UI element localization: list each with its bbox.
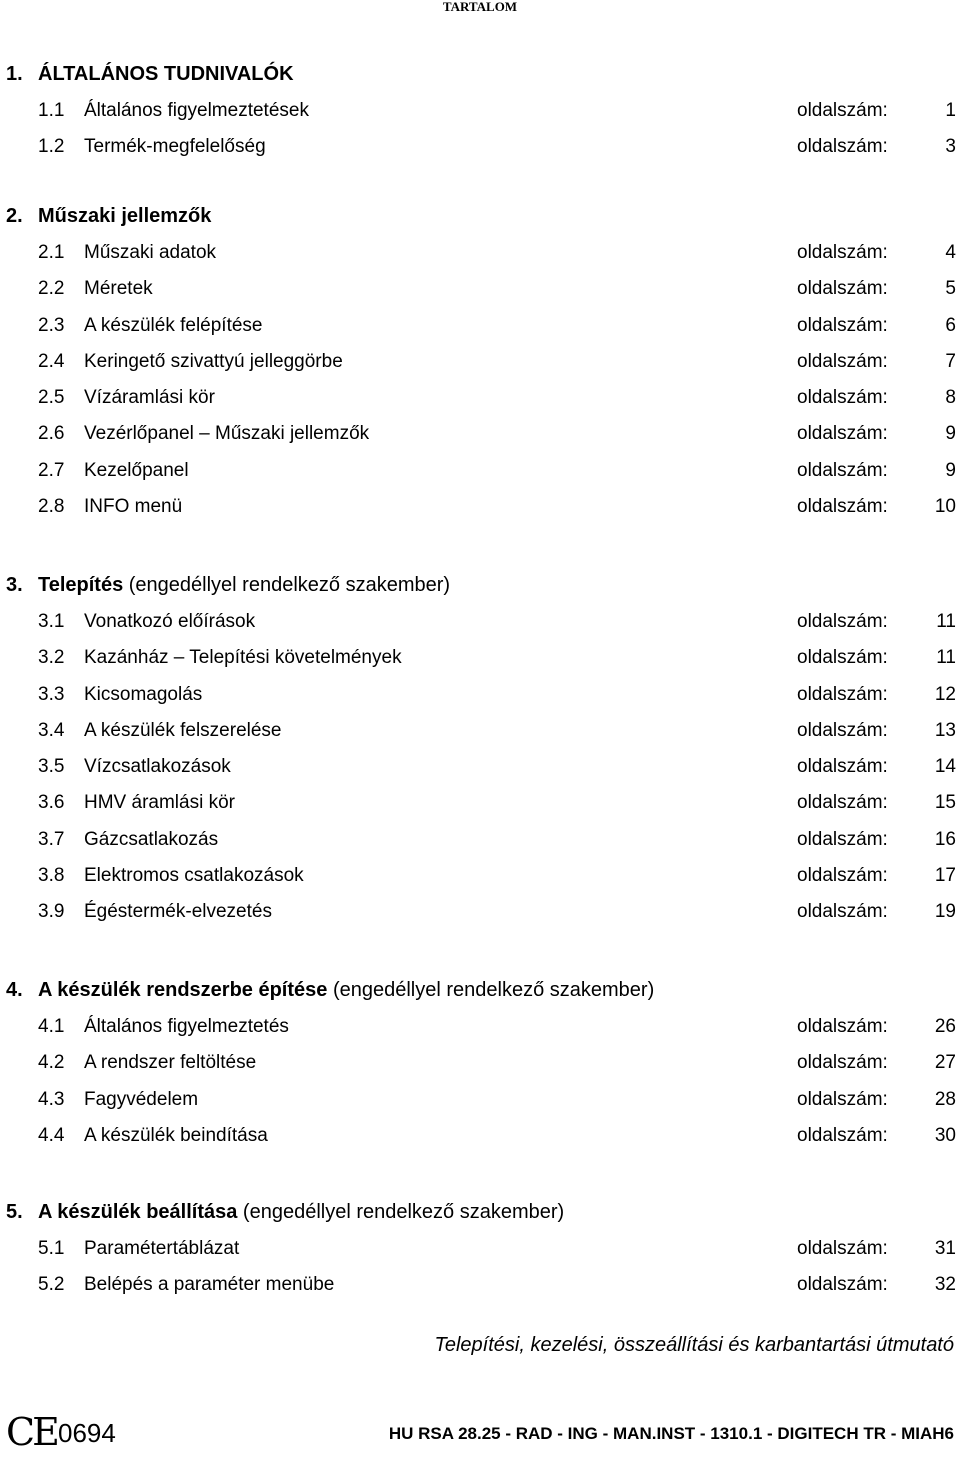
page-number: 9 <box>945 423 956 445</box>
page-number: 31 <box>934 1238 956 1259</box>
entry-number: 3.2 <box>38 647 65 669</box>
entry-title: Kezelőpanel <box>84 459 189 481</box>
toc-entry[interactable] <box>6 1009 956 1045</box>
entry-title: Általános figyelmeztetések <box>84 100 309 121</box>
page-number: 32 <box>934 1274 956 1296</box>
toc-entry[interactable] <box>6 640 956 676</box>
document-code: HU RSA 28.25 - RAD - ING - MAN.INST - 1310.1 - DIGITECH TR - MIAH6 <box>388 1424 954 1443</box>
entry-title: Kicsomagolás <box>84 683 203 705</box>
toc-entry[interactable] <box>6 271 956 307</box>
entry-title: Vezérlőpanel – Műszaki jellemzők <box>84 423 370 445</box>
section-title-bold: A készülék beállítása <box>38 1201 238 1223</box>
page-number: 4 <box>945 242 956 263</box>
toc-entry[interactable] <box>6 894 956 930</box>
page-label: oldalszám: <box>797 314 888 336</box>
page-number: 17 <box>934 865 956 887</box>
entry-number: 3.4 <box>38 719 65 741</box>
section-title <box>38 1197 564 1227</box>
document-subtitle: Telepítési, kezelési, összeállítási és karbantartási útmutató <box>434 1334 954 1356</box>
page-label: oldalszám: <box>797 828 888 850</box>
entry-title: HMV áramlási kör <box>84 792 235 814</box>
page-number: 3 <box>945 136 956 158</box>
page-number: 9 <box>945 459 956 481</box>
entry-title: Vízcsatlakozások <box>84 756 231 778</box>
toc-entry-list <box>6 604 956 931</box>
page-label: oldalszám: <box>797 647 888 669</box>
toc-entry[interactable] <box>6 858 956 894</box>
toc-entry[interactable] <box>6 1082 956 1118</box>
page-number: 28 <box>934 1088 956 1110</box>
toc-entry[interactable] <box>6 380 956 416</box>
toc-entry[interactable] <box>6 677 956 713</box>
section-number: 3. <box>6 574 23 596</box>
entry-title: Vonatkozó előírások <box>84 611 256 632</box>
page-number: 7 <box>945 350 956 372</box>
entry-number: 3.6 <box>38 792 65 814</box>
entry-number: 4.2 <box>38 1052 65 1074</box>
entry-title: Méretek <box>84 278 153 300</box>
toc-entry[interactable] <box>6 1045 956 1081</box>
page-label: oldalszám: <box>797 459 888 481</box>
toc-section <box>6 975 956 1154</box>
entry-number: 3.3 <box>38 683 65 705</box>
toc-entry[interactable] <box>6 129 956 165</box>
entry-title: Gázcsatlakozás <box>84 828 219 850</box>
page-label: oldalszám: <box>797 1016 888 1037</box>
toc-entry-list <box>6 1231 956 1304</box>
entry-title: A készülék felépítése <box>84 314 263 336</box>
toc-entry-list <box>6 1009 956 1154</box>
toc-entry[interactable] <box>6 344 956 380</box>
section-title <box>38 59 294 89</box>
section-title-note: (engedéllyel rendelkező szakember) <box>237 1201 565 1223</box>
page-label: oldalszám: <box>797 136 888 158</box>
section-heading[interactable] <box>6 570 956 600</box>
toc-entry[interactable] <box>6 235 956 271</box>
section-title-bold: Műszaki jellemzők <box>38 205 212 227</box>
page-number: 26 <box>934 1016 956 1037</box>
section-heading[interactable] <box>6 1197 956 1227</box>
entry-number: 4.3 <box>38 1088 65 1110</box>
page-label: oldalszám: <box>797 719 888 741</box>
page-number: 15 <box>934 792 956 814</box>
page-number: 1 <box>945 100 956 121</box>
entry-title: Égéstermék-elvezetés <box>84 901 272 923</box>
toc-entry-list <box>6 93 956 166</box>
toc-entry[interactable] <box>6 1118 956 1154</box>
page-title: TARTALOM <box>442 0 518 14</box>
page-number: 13 <box>934 719 956 741</box>
toc-section <box>6 570 956 931</box>
toc-entry[interactable] <box>6 1231 956 1267</box>
page-number: 16 <box>934 828 956 850</box>
page-number: 8 <box>945 387 956 409</box>
section-title <box>38 570 450 600</box>
ce-mark-logo: CE <box>6 1410 57 1454</box>
entry-title: INFO menü <box>84 496 183 518</box>
section-heading[interactable] <box>6 975 956 1005</box>
toc-entry[interactable] <box>6 749 956 785</box>
entry-title: Belépés a paraméter menübe <box>84 1274 335 1296</box>
toc-entry[interactable] <box>6 822 956 858</box>
page-label: oldalszám: <box>797 865 888 887</box>
toc-entry[interactable] <box>6 713 956 749</box>
entry-title: Elektromos csatlakozások <box>84 865 304 887</box>
entry-number: 3.8 <box>38 865 65 887</box>
entry-number: 1.2 <box>38 136 65 158</box>
entry-number: 4.4 <box>38 1124 65 1146</box>
page-number: 6 <box>945 314 956 336</box>
section-number: 5. <box>6 1201 23 1223</box>
entry-title: A rendszer feltöltése <box>84 1052 257 1074</box>
toc-section <box>6 201 956 525</box>
page-label: oldalszám: <box>797 683 888 705</box>
toc-entry[interactable] <box>6 453 956 489</box>
page-label: oldalszám: <box>797 278 888 300</box>
toc-entry[interactable] <box>6 308 956 344</box>
section-number: 4. <box>6 979 23 1001</box>
section-title-bold: A készülék rendszerbe építése <box>38 979 328 1001</box>
entry-title: Fagyvédelem <box>84 1088 199 1110</box>
toc-entry[interactable] <box>6 93 956 129</box>
entry-number: 2.1 <box>38 242 65 263</box>
page-number: 14 <box>934 756 956 778</box>
section-title-note: (engedéllyel rendelkező szakember) <box>123 574 451 596</box>
entry-number: 2.8 <box>38 496 65 518</box>
section-number: 1. <box>6 63 23 85</box>
page-number: 27 <box>934 1052 956 1074</box>
section-number: 2. <box>6 205 23 227</box>
entry-title: A készülék beindítása <box>84 1124 268 1146</box>
page-label: oldalszám: <box>797 1052 888 1074</box>
entry-number: 2.3 <box>38 314 65 336</box>
page-label: oldalszám: <box>797 756 888 778</box>
page-number: 5 <box>945 278 956 300</box>
page-label: oldalszám: <box>797 1088 888 1110</box>
entry-title: Általános figyelmeztetés <box>84 1016 289 1037</box>
page-label: oldalszám: <box>797 350 888 372</box>
entry-number: 2.2 <box>38 278 65 300</box>
entry-title: Kazánház – Telepítési követelmények <box>84 647 402 669</box>
page-label: oldalszám: <box>797 242 888 263</box>
page-number: 10 <box>934 496 956 518</box>
section-title <box>38 975 654 1005</box>
page-label: oldalszám: <box>797 1238 888 1259</box>
section-title-bold: Telepítés <box>38 574 124 596</box>
page-number: 19 <box>934 901 956 923</box>
entry-number: 5.2 <box>38 1274 65 1296</box>
page-number: 30 <box>934 1124 956 1146</box>
entry-number: 3.5 <box>38 756 65 778</box>
entry-title: Paramétertáblázat <box>84 1238 240 1259</box>
page-label: oldalszám: <box>797 1274 888 1296</box>
page-label: oldalszám: <box>797 901 888 923</box>
entry-number: 5.1 <box>38 1238 65 1259</box>
toc-entry[interactable] <box>6 604 956 640</box>
ce-notified-body-code: 0694 <box>58 1418 116 1448</box>
page-label: oldalszám: <box>797 792 888 814</box>
section-title <box>38 201 211 231</box>
page-number: 11 <box>936 611 956 632</box>
entry-number: 2.5 <box>38 387 65 409</box>
entry-number: 3.9 <box>38 901 65 923</box>
entry-title: Keringető szivattyú jelleggörbe <box>84 350 343 372</box>
page-label: oldalszám: <box>797 387 888 409</box>
entry-number: 2.6 <box>38 423 65 445</box>
toc-section <box>6 1197 956 1304</box>
page-label: oldalszám: <box>797 1124 888 1146</box>
page-label: oldalszám: <box>797 100 888 121</box>
entry-number: 4.1 <box>38 1016 65 1037</box>
section-title-note: (engedéllyel rendelkező szakember) <box>327 979 655 1001</box>
entry-number: 3.7 <box>38 828 65 850</box>
section-title-bold: ÁLTALÁNOS TUDNIVALÓK <box>38 63 294 85</box>
toc-entry[interactable] <box>6 1267 956 1303</box>
entry-number: 2.7 <box>38 459 65 481</box>
toc-entry-list <box>6 235 956 525</box>
entry-number: 2.4 <box>38 350 65 372</box>
page-number: 12 <box>934 683 956 705</box>
entry-title: Termék-megfelelőség <box>84 136 266 158</box>
toc-section <box>6 59 956 166</box>
page-number: 11 <box>936 647 956 669</box>
entry-title: Műszaki adatok <box>84 242 217 263</box>
entry-title: Vízáramlási kör <box>84 387 215 409</box>
toc-entry[interactable] <box>6 785 956 821</box>
toc-entry[interactable] <box>6 489 956 525</box>
section-heading[interactable] <box>6 201 956 231</box>
entry-number: 1.1 <box>38 100 65 121</box>
entry-number: 3.1 <box>38 611 65 632</box>
page-label: oldalszám: <box>797 423 888 445</box>
toc-entry[interactable] <box>6 416 956 452</box>
entry-title: A készülék felszerelése <box>84 719 282 741</box>
section-heading[interactable] <box>6 59 956 89</box>
page-label: oldalszám: <box>797 496 888 518</box>
page-label: oldalszám: <box>797 611 888 632</box>
